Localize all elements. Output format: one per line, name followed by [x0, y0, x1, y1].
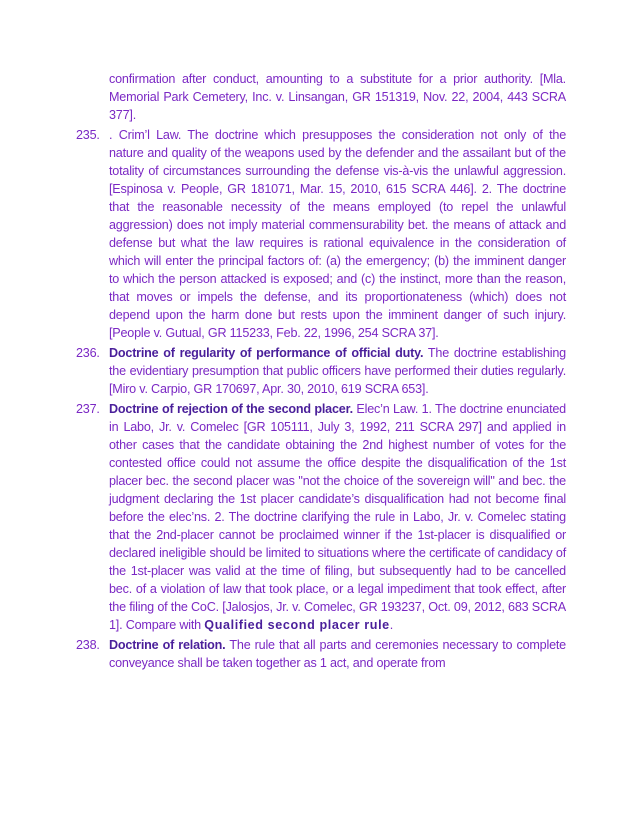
entry-number: 238. — [76, 638, 100, 652]
entry-238 — [76, 636, 566, 672]
entry-text: Elec’n Law. 1. The doctrine enunciated in Labo, Jr. v. Comelec [GR 105111, July 3, 1992, 211 SCRA 297] and applied in other cases that the candidate obtaining the 2nd highest number of votes for the contested office could not assume the office despite the disqualification of the 1st placer bec. the second placer was "not the choice of the sovereign will" and bec. the judgment declaring the 1st placer candidate’s disqualification had not become final before the elec’ns. 2. The doctrine clarifying the rule in Labo, Jr. v. Comelec stating that the 2nd-placer cannot be proclaimed winner if the 1st-placer is disqualified or declared ineligible should be limited to situations where the certificate of candidacy of the 1st-placer was valid at the time of filing, but subsequently had to be cancelled bec. of a violation of law that took place, or a legal impediment that took effect, after the filing of the CoC. [Jalosjos, Jr. v. Comelec, GR 193237, Oct. 09, 2012, 683 SCRA 1]. Compare with — [109, 402, 566, 632]
entry-term: Doctrine of relation. — [109, 638, 226, 652]
entry-number: 235. — [76, 128, 100, 142]
entry-text: confirmation after conduct, amounting to a substitute for a prior authority. [Mla. Memorial Park Cemetery, Inc. v. Linsangan, GR 151319, Nov. 22, 2004, 443 SCRA 377]. — [109, 72, 566, 122]
entry-text: The doctrine establishing the evidentiary presumption that public officers have performed their duties regularly. [Miro v. Carpio, GR 170697, Apr. 30, 2010, 619 SCRA 653]. — [109, 346, 566, 396]
entry-tail-text: . — [389, 618, 394, 632]
entry-number: 237. — [76, 402, 100, 416]
entry-235 — [76, 126, 566, 342]
entry-237 — [76, 400, 566, 634]
entry-number: 236. — [76, 346, 100, 360]
entry-continuation — [76, 70, 566, 124]
entry-236 — [76, 344, 566, 398]
entry-text: . Crim’l Law. The doctrine which presupposes the consideration not only of the nature and quality of the weapons used by the defender and the assailant but of the totality of circumstances surrounding the defense vis-à-vis the unlawful aggression. [Espinosa v. People, GR 181071, Mar. 15, 2010, 615 SCRA 446]. 2. The doctrine that the reasonable necessity of the means employed (to repel the unlawful aggression) does not imply material commensurability bet. the means of attack and defense but what the law requires is rational equivalence in the consideration of which will enter the principal factors of: (a) the emergency; (b) the imminent danger to which the person attacked is exposed; and (c) the instinct, more than the reason, that moves or impels the defense, and its proportionateness (which) does not depend upon the harm done but rests upon the imminent danger of such injury. [People v. Gutual, GR 115233, Feb. 22, 1996, 254 SCRA 37]. — [109, 128, 566, 340]
entry-text: The rule that all parts and ceremonies necessary to complete conveyance shall be taken together as 1 act, and operate from — [109, 638, 566, 670]
entry-term: Doctrine of regularity of performance of official duty. — [109, 346, 424, 360]
entry-term: Doctrine of rejection of the second placer. — [109, 402, 353, 416]
cross-reference-term: Qualified second placer rule — [204, 618, 390, 632]
